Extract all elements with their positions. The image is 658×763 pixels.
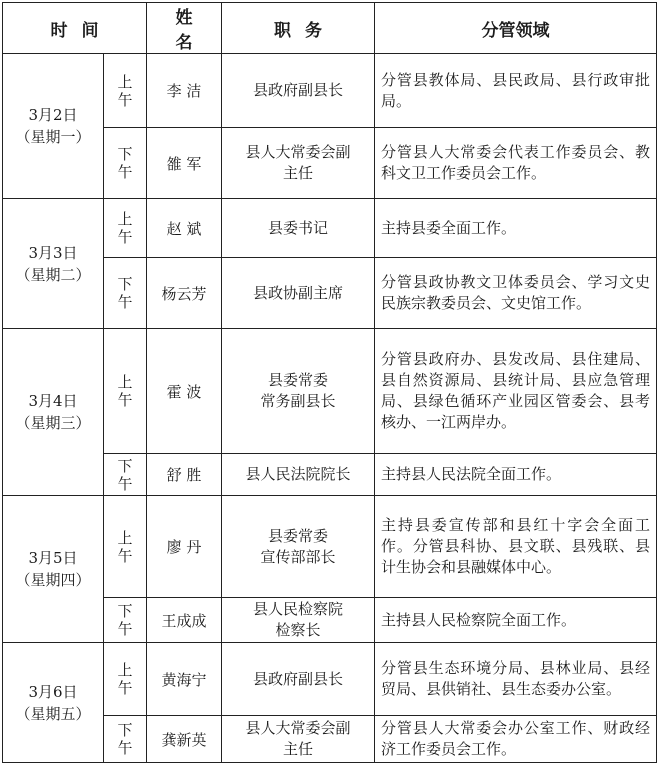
date-label: 3月6日	[28, 682, 78, 701]
header-post: 职务	[222, 3, 375, 54]
half-day-cell	[104, 329, 147, 454]
person-name: 黄海宁	[147, 643, 222, 716]
half-day-char: 下	[117, 275, 133, 293]
date-cell	[3, 329, 104, 496]
date-cell	[3, 54, 104, 199]
responsibility-cell: 主持县人民检察院全面工作。	[375, 598, 657, 643]
person-name: 龚新英	[147, 716, 222, 763]
half-day-char: 午	[117, 391, 133, 409]
date-label: 3月4日	[28, 392, 78, 410]
half-day-cell	[104, 199, 147, 258]
weekday-label: （星期三）	[15, 414, 91, 432]
half-day-char: 午	[117, 679, 133, 697]
position-line: 县人大常委会副	[245, 143, 351, 161]
weekday-label: （星期一）	[15, 128, 91, 146]
header-row	[3, 3, 657, 54]
date-label: 3月2日	[28, 106, 78, 124]
table-row	[3, 199, 657, 258]
half-day-char: 上	[117, 373, 133, 391]
position-line: 县政府副县长	[252, 669, 343, 688]
half-day-cell	[104, 598, 147, 643]
weekday-label: （星期五）	[15, 704, 91, 723]
half-day-char: 上	[117, 72, 133, 91]
table-row	[3, 643, 657, 716]
half-day-cell	[104, 454, 147, 496]
position-cell	[222, 643, 375, 716]
person-name: 王成成	[147, 598, 222, 643]
position-line: 县人民检察院	[252, 600, 343, 618]
responsibility-cell: 主持县委宣传部和县红十字会全面工作。分管县科协、县文联、县残联、县计生协会和县融媒体中心。	[375, 496, 657, 598]
half-day-cell	[104, 54, 147, 128]
half-day-char: 午	[117, 620, 133, 638]
position-line: 宣传部部长	[260, 547, 336, 566]
position-cell	[222, 598, 375, 643]
position-line: 县委常委	[267, 371, 328, 389]
half-day-cell	[104, 258, 147, 329]
person-name: 雒 军	[147, 128, 222, 199]
responsibility-cell: 主持县人民法院全面工作。	[375, 454, 657, 496]
half-day-char: 午	[117, 739, 133, 757]
person-name: 李 洁	[147, 54, 222, 128]
header-time: 时间	[3, 3, 147, 54]
person-name: 廖 丹	[147, 496, 222, 598]
half-day-char: 午	[117, 546, 133, 565]
position-line: 县政协副主席	[252, 283, 343, 302]
position-line: 主任	[282, 740, 313, 758]
date-cell	[3, 643, 104, 763]
half-day-cell	[104, 128, 147, 199]
position-cell	[222, 128, 375, 199]
table-row	[3, 329, 657, 454]
half-day-char: 午	[117, 163, 133, 181]
responsibility-cell: 分管县人大常委会代表工作委员会、教科文卫工作委员会工作。	[375, 128, 657, 199]
half-day-char: 上	[117, 528, 133, 547]
header-scope: 分管领域	[375, 3, 657, 54]
date-cell	[3, 199, 104, 329]
weekday-label: （星期四）	[15, 571, 91, 589]
person-name: 舒 胜	[147, 454, 222, 496]
position-cell	[222, 496, 375, 598]
responsibility-cell: 分管县教体局、县民政局、县行政审批局。	[375, 54, 657, 128]
half-day-char: 下	[117, 602, 133, 620]
half-day-char: 上	[117, 661, 133, 679]
position-line: 检察长	[275, 621, 321, 639]
date-label: 3月5日	[28, 549, 78, 567]
position-line: 县人大常委会副	[245, 719, 351, 737]
responsibility-cell: 分管县生态环境分局、县林业局、县经贸局、县供销社、县生态委办公室。	[375, 643, 657, 716]
half-day-char: 午	[117, 474, 133, 493]
responsibility-cell: 分管县政府办、县发改局、县住建局、县自然资源局、县统计局、县应急管理局、县绿色循环产业园区管委会、县考核办、一江两岸办。	[375, 329, 657, 454]
half-day-cell	[104, 496, 147, 598]
person-name: 杨云芳	[147, 258, 222, 329]
person-name: 赵 斌	[147, 199, 222, 258]
responsibility-cell: 主持县委全面工作。	[375, 199, 657, 258]
position-line: 县委书记	[267, 218, 328, 237]
person-name: 霍 波	[147, 329, 222, 454]
date-cell	[3, 496, 104, 643]
position-line: 主任	[282, 164, 313, 182]
responsibility-cell: 分管县政协教文卫体委员会、学习文史民族宗教委员会、文史馆工作。	[375, 258, 657, 329]
date-label: 3月3日	[28, 243, 78, 262]
table-row	[3, 496, 657, 598]
half-day-char: 午	[117, 90, 133, 109]
table-row	[3, 54, 657, 128]
position-cell	[222, 199, 375, 258]
weekday-label: （星期二）	[15, 265, 91, 284]
half-day-char: 午	[117, 293, 133, 311]
schedule-table	[2, 2, 657, 763]
schedule-body	[3, 54, 657, 763]
responsibility-cell: 分管县人大常委会办公室工作、财政经济工作委员会工作。	[375, 716, 657, 763]
position-cell	[222, 454, 375, 496]
half-day-char: 下	[117, 456, 133, 475]
position-line: 常务副县长	[260, 392, 336, 410]
half-day-char: 下	[117, 145, 133, 163]
position-cell	[222, 329, 375, 454]
half-day-char: 上	[117, 210, 133, 228]
half-day-char: 下	[117, 721, 133, 739]
position-line: 县人民法院院长	[245, 465, 351, 483]
position-cell	[222, 716, 375, 763]
header-name: 姓名	[147, 3, 222, 54]
half-day-char: 午	[117, 228, 133, 246]
position-line: 县委常委	[267, 526, 328, 545]
half-day-cell	[104, 716, 147, 763]
half-day-cell	[104, 643, 147, 716]
position-cell	[222, 54, 375, 128]
position-cell	[222, 258, 375, 329]
position-line: 县政府副县长	[252, 81, 343, 99]
